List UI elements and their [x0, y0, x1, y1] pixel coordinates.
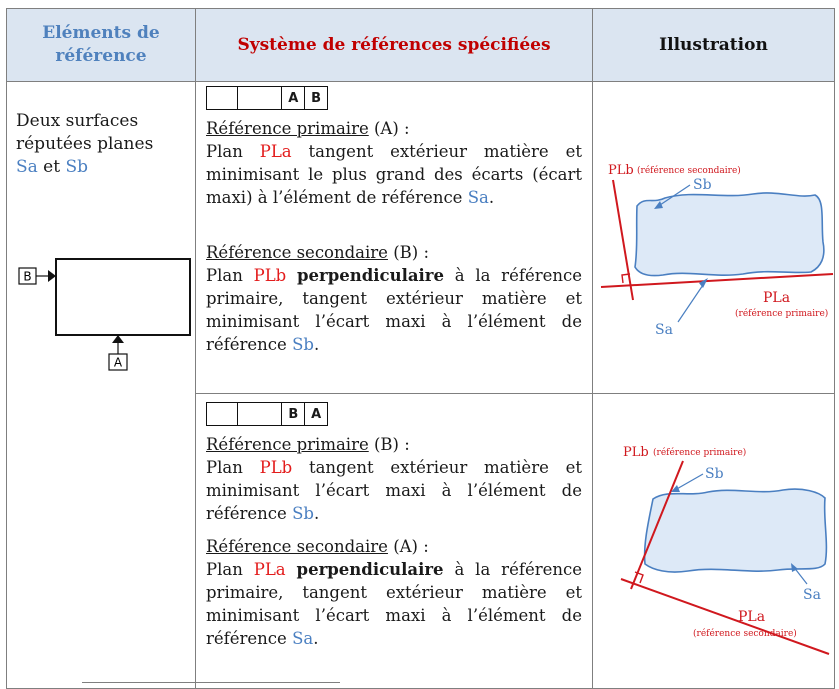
primary-a-text-2: tangent extérieur matière et minimisant le plus grand des écarts (écart maxi) à l’élément de référence [206, 142, 582, 207]
header-illustration: Illustration [593, 9, 835, 82]
datum-triangle-b [48, 270, 56, 282]
secondary-b-bold: perpendiculaire [296, 266, 444, 285]
sa-sb-surface-2 [645, 489, 827, 572]
frame-ba-cell-4: A [311, 406, 322, 422]
plb-note-2: (référence primaire) [653, 448, 747, 458]
plb-label: PLb [608, 163, 634, 178]
frame-ba-cell-2 [238, 403, 283, 425]
pla-label-2: PLa [738, 609, 766, 625]
row-ab [7, 82, 835, 394]
primary-a-plane: PLa [259, 142, 292, 161]
datum-sketch [7, 250, 196, 380]
reference-elements-text [16, 110, 186, 179]
secondary-b-suffix: (B) : [387, 243, 430, 262]
tolerance-frame-ba [206, 402, 328, 426]
system-ba-cell [196, 394, 593, 689]
primary-b-suffix: (B) : [368, 435, 410, 454]
primary-b-text-1: Plan [206, 458, 260, 477]
illustration-ba-cell [593, 394, 835, 689]
plb-note: (référence secondaire) [637, 166, 741, 176]
frame-ab-cell-2 [238, 87, 283, 109]
illustration-ab-cell [593, 82, 835, 394]
header-elements [7, 9, 196, 82]
sb-label-2: Sb [705, 466, 724, 482]
secondary-a-ref: Sa [292, 629, 314, 648]
primary-b-end: . [313, 504, 320, 523]
secondary-b-text-2: à la référence primaire, tangent extérieur matière et minimisant l’écart maxi à l’élément de référence [206, 266, 582, 354]
primary-a-heading [206, 117, 582, 140]
secondary-a-end: . [313, 629, 319, 648]
reference-table [6, 8, 835, 689]
secondary-b-text [206, 264, 582, 356]
pla-line-2 [621, 579, 829, 654]
primary-b-title: Référence primaire [206, 435, 369, 454]
header-system: Système de références spécifiées [196, 9, 593, 82]
secondary-b-text-1: Plan [206, 266, 254, 285]
secondary-a-heading [206, 535, 582, 558]
tolerance-frame-ab [206, 86, 328, 110]
pla-note: (référence primaire) [735, 309, 829, 319]
header-row [7, 9, 835, 82]
illustration-ab [593, 82, 835, 389]
primary-a-suffix: (A) : [368, 119, 410, 138]
primary-a-end: . [488, 188, 495, 207]
secondary-b-plane: PLb [253, 266, 287, 285]
primary-a-text-1: Plan [206, 142, 260, 161]
datum-triangle-a [112, 335, 124, 343]
datum-label-a: A [113, 355, 123, 370]
left-sa: Sa [16, 157, 38, 177]
system-ab-cell [196, 82, 593, 394]
primary-a-text [206, 140, 582, 209]
frame-ba-cell-1 [207, 403, 238, 425]
left-line1: Deux surfaces [16, 111, 139, 131]
header-elements-line1: Eléments de [42, 23, 160, 43]
primary-b-text-2: tangent extérieur matière et minimisant l’écart maxi à l’élément de référence [206, 458, 582, 523]
header-elements-line2: référence [55, 46, 147, 66]
illustration-ba [593, 394, 835, 684]
primary-b-plane: PLb [259, 458, 293, 477]
secondary-b-title: Référence secondaire [206, 243, 388, 262]
frame-ab-cell-1 [207, 87, 238, 109]
sa-label: Sa [655, 322, 673, 338]
pla-line [601, 274, 833, 287]
secondary-a-suffix: (A) : [387, 537, 429, 556]
sa-label-2: Sa [803, 587, 821, 603]
secondary-a-bold: perpendiculaire [296, 560, 444, 579]
sa-sb-surface [635, 193, 824, 276]
pla-label: PLa [763, 290, 791, 306]
left-line3 [16, 156, 186, 179]
left-sb: Sb [65, 157, 89, 177]
bottom-rule [82, 682, 340, 683]
secondary-a-text-1: Plan [206, 560, 254, 579]
sb-label: Sb [693, 177, 712, 193]
secondary-a-text-2: à la référence primaire, tangent extérieur matière et minimisant l’écart maxi à l’élément de référence [206, 560, 582, 648]
pla-note-2: (référence secondaire) [693, 629, 797, 639]
secondary-a-title: Référence secondaire [206, 537, 388, 556]
primary-b-ref: Sb [292, 504, 314, 523]
reference-elements-cell [7, 82, 196, 689]
secondary-a-plane: PLa [253, 560, 286, 579]
plb-label-2: PLb [623, 445, 649, 460]
left-et: et [37, 157, 66, 177]
primary-a-ref: Sa [467, 188, 489, 207]
secondary-a-text [206, 558, 582, 650]
secondary-b-end: . [313, 335, 320, 354]
primary-b-heading [206, 433, 582, 456]
left-line2: réputées planes [16, 134, 154, 154]
frame-ab-cell-4: B [311, 90, 322, 106]
frame-ba-cell-3: B [282, 403, 305, 425]
primary-a-title: Référence primaire [206, 119, 369, 138]
datum-label-b: B [23, 269, 32, 284]
secondary-b-ref: Sb [292, 335, 314, 354]
secondary-b-heading [206, 241, 582, 264]
primary-b-text [206, 456, 582, 525]
frame-ab-cell-3: A [282, 87, 305, 109]
